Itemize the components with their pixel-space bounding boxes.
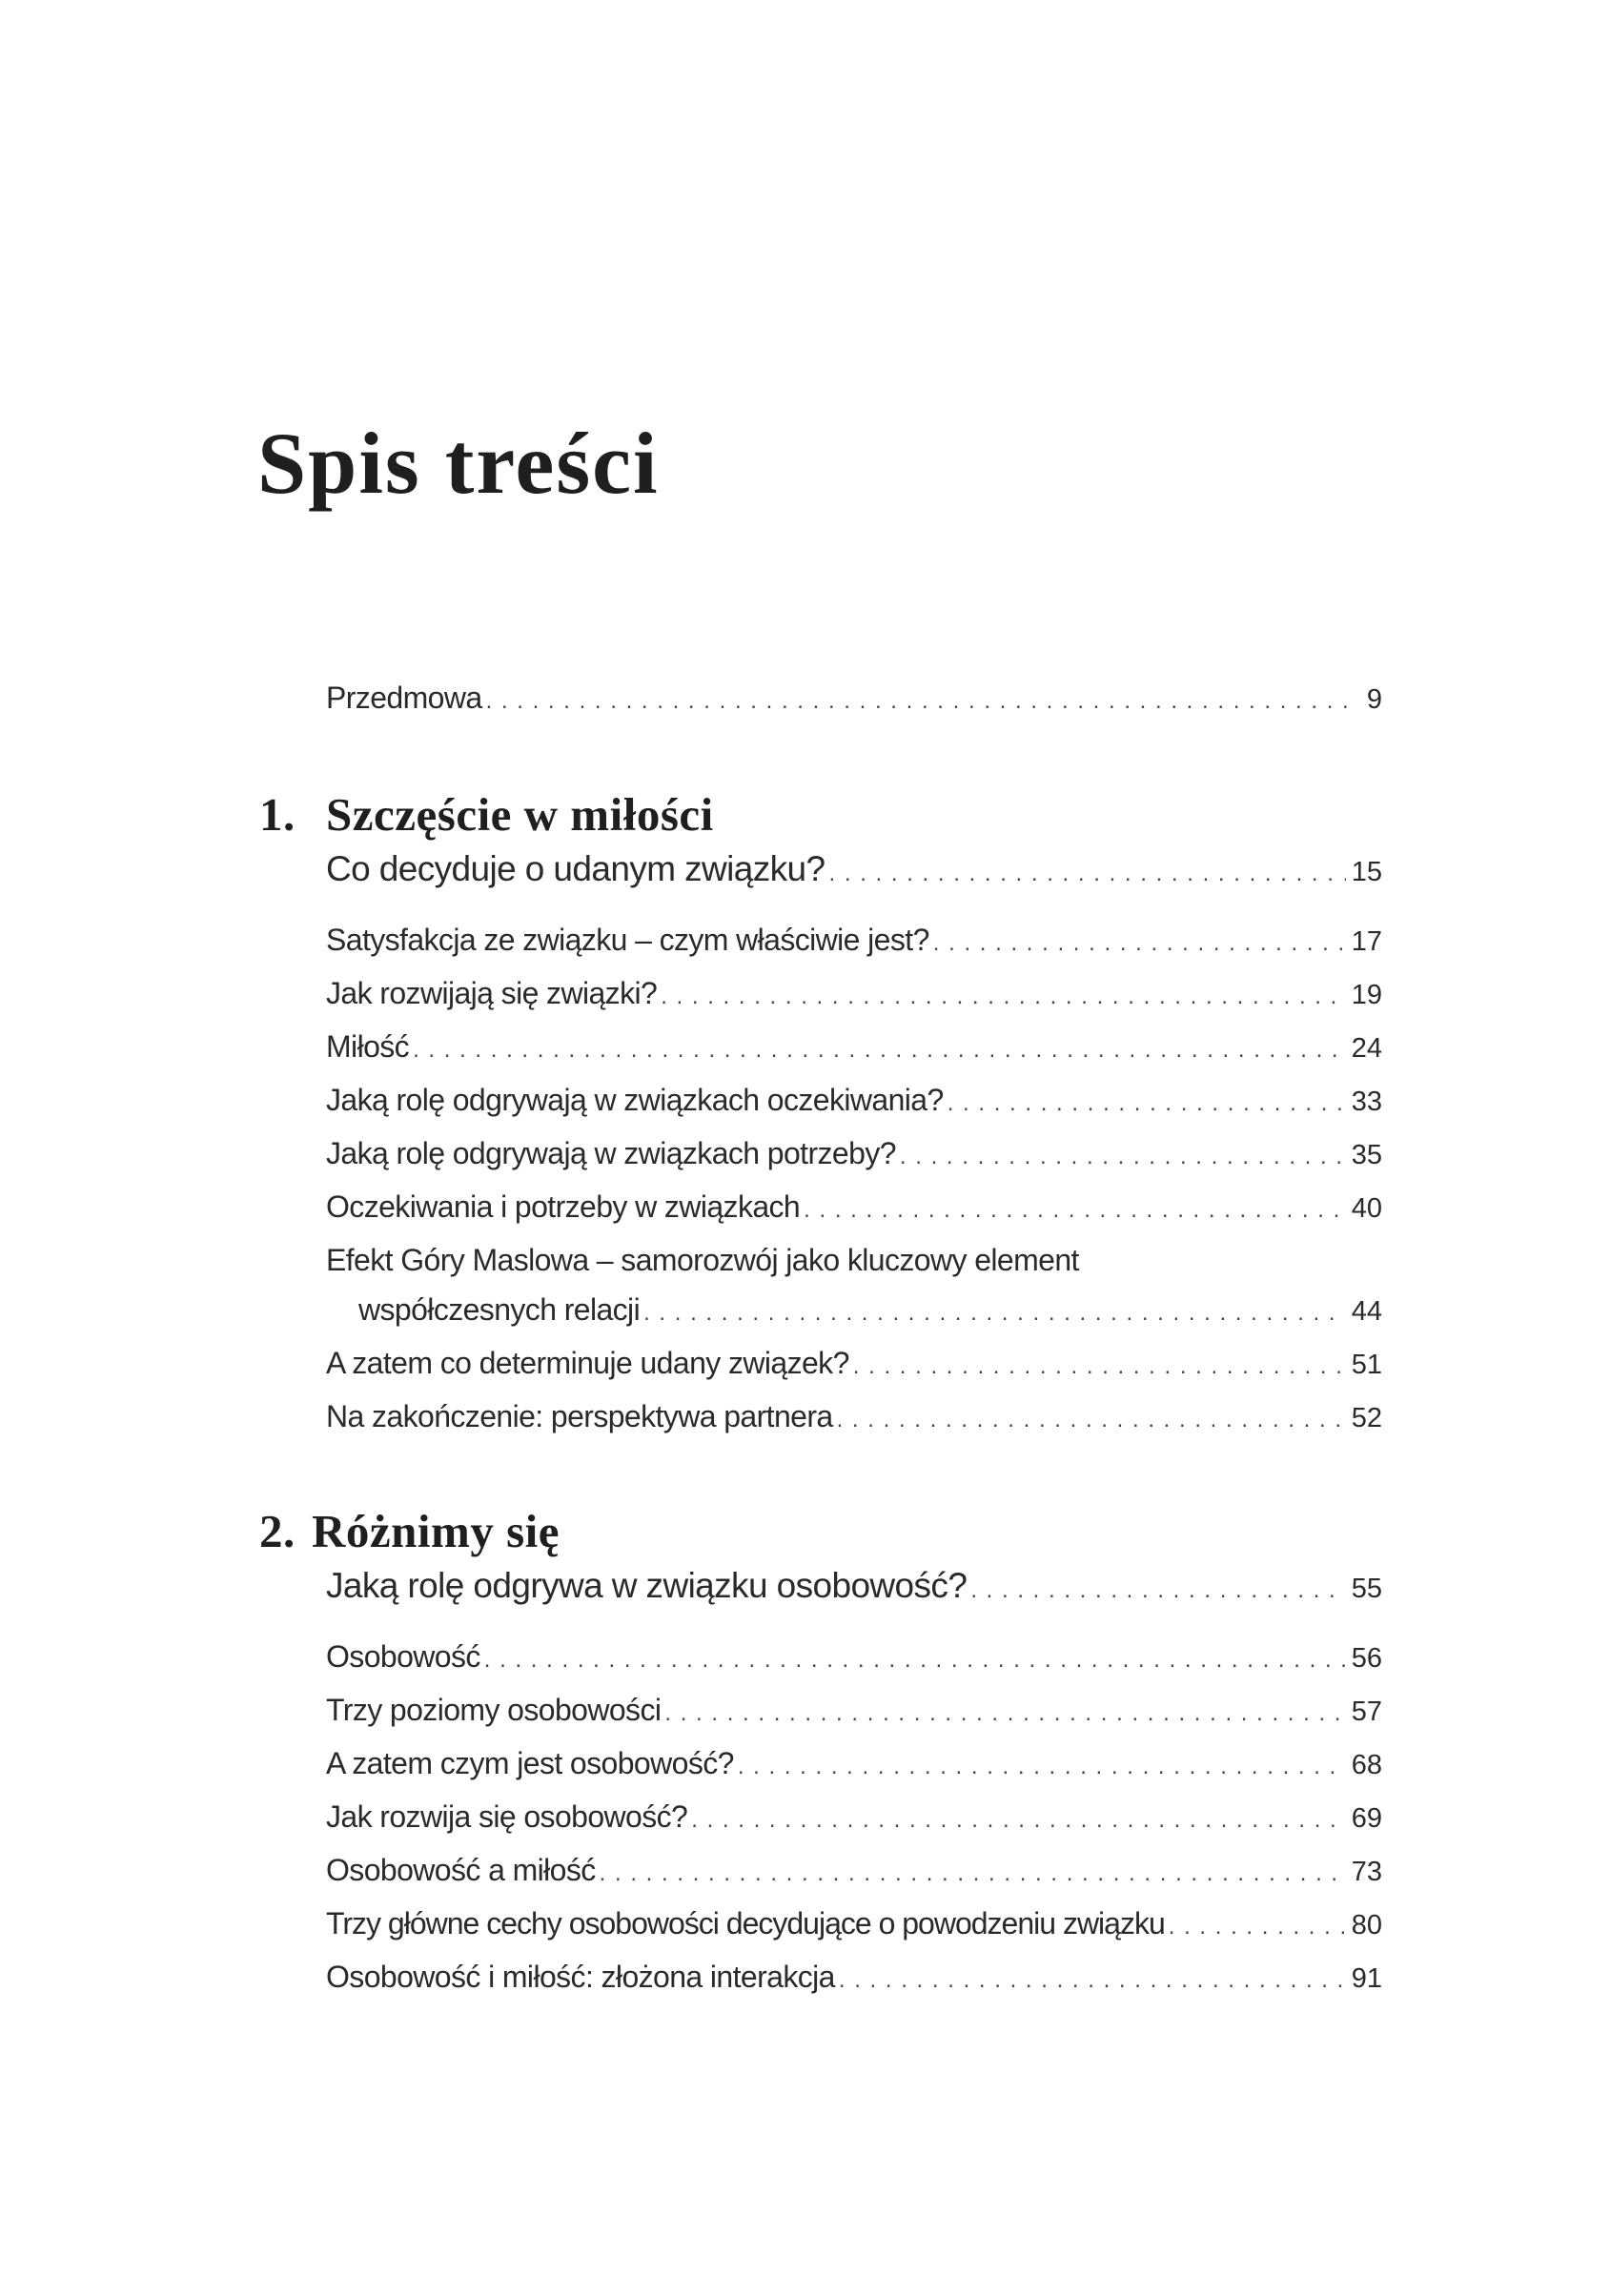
toc-entry-page: 57 bbox=[1351, 1697, 1382, 1727]
toc-entry-preface[interactable] bbox=[326, 679, 1382, 721]
toc-entry-label: Jak rozwijają się związki? bbox=[326, 976, 658, 1010]
toc-entry-label: Efekt Góry Maslowa – samorozwój jako kluczowy element bbox=[326, 1243, 1079, 1277]
toc-entry-page: 91 bbox=[1351, 1963, 1382, 1994]
dot-leader bbox=[1169, 1908, 1346, 1946]
dot-leader bbox=[600, 1855, 1346, 1893]
toc-entry-page: 55 bbox=[1351, 1574, 1382, 1604]
dot-leader bbox=[829, 855, 1346, 893]
toc-entry-label: Jaką rolę odgrywa w związku osobowość? bbox=[326, 1566, 968, 1605]
toc-entry-page: 17 bbox=[1351, 926, 1382, 957]
toc-entry[interactable] bbox=[326, 1397, 1382, 1439]
dot-leader bbox=[413, 1031, 1346, 1069]
toc-entry-page: 73 bbox=[1351, 1857, 1382, 1887]
chapter-heading-2[interactable] bbox=[259, 1505, 560, 1557]
toc-entry[interactable] bbox=[326, 974, 1382, 1016]
chapter-number: 2. bbox=[259, 1505, 296, 1557]
toc-entry-page: 68 bbox=[1351, 1750, 1382, 1780]
toc-entry-label: A zatem czym jest osobowość? bbox=[326, 1746, 734, 1780]
dot-leader bbox=[484, 1641, 1346, 1679]
toc-entry[interactable] bbox=[326, 1958, 1382, 2000]
dot-leader bbox=[486, 682, 1354, 721]
toc-entry[interactable] bbox=[326, 1188, 1382, 1229]
chapter-heading-1[interactable] bbox=[259, 788, 714, 841]
toc-entry-label: Trzy główne cechy osobowości decydujące o powodzeniu związku bbox=[326, 1906, 1165, 1940]
toc-entry-page: 35 bbox=[1351, 1140, 1382, 1170]
toc-entry-page: 80 bbox=[1351, 1910, 1382, 1940]
toc-entry[interactable] bbox=[326, 1691, 1382, 1733]
dot-leader bbox=[691, 1801, 1345, 1839]
toc-entry[interactable] bbox=[326, 1027, 1382, 1069]
toc-entry-label: Osobowość i miłość: złożona interakcja bbox=[326, 1960, 835, 1994]
toc-entry-label: Satysfakcja ze związku – czym właściwie jest? bbox=[326, 923, 929, 957]
dot-leader bbox=[853, 1348, 1346, 1386]
chapter-title: Różnimy się bbox=[312, 1505, 560, 1557]
toc-entry[interactable] bbox=[326, 1904, 1382, 1946]
dot-leader bbox=[900, 1138, 1346, 1176]
toc-entry[interactable] bbox=[326, 1851, 1382, 1893]
chapter-number: 1. bbox=[259, 788, 296, 841]
toc-entry[interactable] bbox=[326, 1637, 1382, 1679]
toc-entry[interactable] bbox=[326, 921, 1382, 963]
toc-entry-page: 56 bbox=[1351, 1643, 1382, 1674]
toc-entry-label: Miłość bbox=[326, 1029, 410, 1064]
toc-entry-label: Przedmowa bbox=[326, 681, 482, 715]
toc-entry-page: 44 bbox=[1351, 1296, 1382, 1327]
toc-entry-page: 69 bbox=[1351, 1803, 1382, 1834]
dot-leader bbox=[970, 1572, 1345, 1610]
toc-entry-page: 15 bbox=[1351, 857, 1382, 887]
page-title: Spis treści bbox=[257, 415, 660, 512]
dot-leader bbox=[933, 924, 1346, 963]
dot-leader bbox=[839, 1961, 1346, 2000]
dot-leader bbox=[804, 1191, 1346, 1229]
toc-entry-label: Jak rozwija się osobowość? bbox=[326, 1799, 688, 1834]
toc-entry-label: Jaką rolę odgrywają w związkach potrzeby? bbox=[326, 1136, 896, 1170]
chapter-title: Szczęście w miłości bbox=[326, 788, 714, 841]
toc-entry-label: Jaką rolę odgrywają w związkach oczekiwania? bbox=[326, 1083, 944, 1117]
toc-entry[interactable] bbox=[326, 1344, 1382, 1386]
dot-leader bbox=[664, 1695, 1345, 1733]
toc-entry-label: Na zakończenie: perspektywa partnera bbox=[326, 1399, 833, 1433]
toc-entry[interactable] bbox=[326, 1241, 1382, 1332]
toc-entry[interactable] bbox=[326, 1081, 1382, 1123]
toc-entry-page: 9 bbox=[1366, 684, 1382, 715]
toc-entry-page: 33 bbox=[1351, 1087, 1382, 1117]
toc-entry-page: 19 bbox=[1351, 980, 1382, 1010]
toc-entry[interactable] bbox=[326, 1134, 1382, 1176]
toc-entry-page: 51 bbox=[1351, 1350, 1382, 1380]
toc-entry-label: Osobowość a miłość bbox=[326, 1853, 596, 1887]
dot-leader bbox=[948, 1085, 1346, 1123]
dot-leader bbox=[837, 1401, 1346, 1439]
toc-entry-label-continued: współczesnych relacji bbox=[358, 1292, 641, 1327]
toc-entry-label: Co decyduje o udanym związku? bbox=[326, 849, 825, 888]
toc-entry-label: Trzy poziomy osobowości bbox=[326, 1693, 662, 1727]
dot-leader bbox=[643, 1294, 1346, 1332]
dot-leader bbox=[661, 978, 1346, 1016]
toc-entry[interactable] bbox=[326, 1798, 1382, 1839]
dot-leader bbox=[738, 1748, 1346, 1786]
toc-entry-label: Osobowość bbox=[326, 1639, 480, 1674]
toc-entry[interactable] bbox=[326, 1744, 1382, 1786]
toc-entry-page: 24 bbox=[1351, 1033, 1382, 1064]
toc-entry-label: A zatem co determinuje udany związek? bbox=[326, 1346, 849, 1380]
toc-chapter-lead-2[interactable] bbox=[326, 1567, 1382, 1610]
toc-chapter-lead-1[interactable] bbox=[326, 850, 1382, 893]
toc-entry-label: Oczekiwania i potrzeby w związkach bbox=[326, 1189, 801, 1224]
toc-entry-page: 40 bbox=[1351, 1193, 1382, 1224]
toc-entry-page: 52 bbox=[1351, 1403, 1382, 1433]
